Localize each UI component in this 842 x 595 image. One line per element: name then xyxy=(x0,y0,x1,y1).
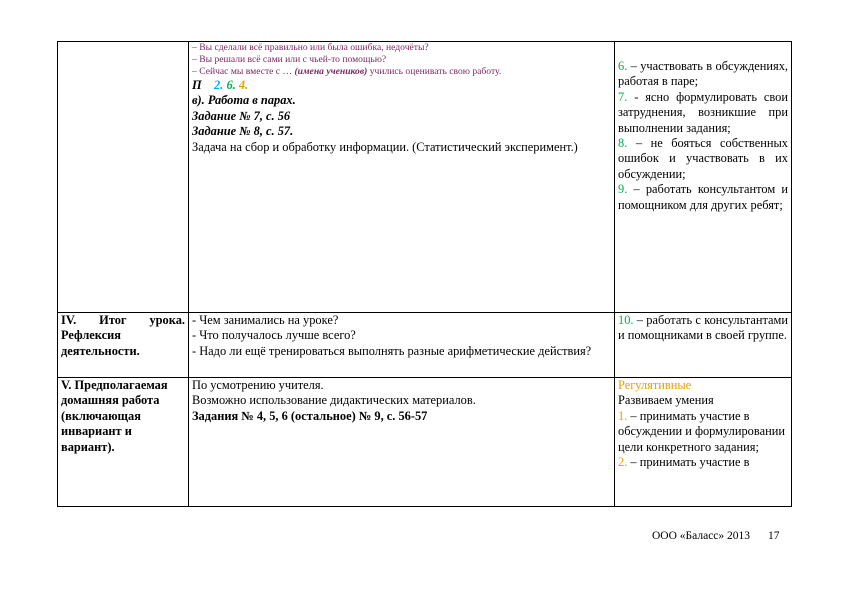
reflection-question: - Чем занимались на уроке? xyxy=(192,313,339,327)
question-line: – Вы решали всё сами или с чьей-то помощью? xyxy=(192,54,387,65)
skill-item: 9. – работать консультантом и помощником для других ребят; xyxy=(618,182,788,212)
page-number: 17 xyxy=(768,530,780,542)
stage-cell xyxy=(58,42,189,313)
publisher-text: ООО «Баласс» 2013 xyxy=(652,530,751,542)
content-cell xyxy=(189,378,615,507)
homework-line: По усмотрению учителя. xyxy=(192,378,324,392)
question-line: – Сейчас мы вместе с … (имена учеников) учились оценивать свою работу. xyxy=(192,66,502,77)
content-cell xyxy=(189,313,615,378)
skills-subheading: Развиваем умения xyxy=(618,393,714,408)
table-row xyxy=(58,42,792,313)
skill-item: 6. – участвовать в обсуждениях, работая в паре; xyxy=(618,59,788,89)
task-8: Задание № 8, с. 57. xyxy=(192,124,294,139)
task-7: Задание № 7, с. 56 xyxy=(192,108,291,123)
skills-cell xyxy=(615,42,792,313)
lesson-table xyxy=(57,41,792,507)
content-cell xyxy=(189,42,615,313)
question-line: – Вы сделали всё правильно или была ошибка, недочёты? xyxy=(192,42,429,53)
table-row xyxy=(58,313,792,378)
homework-tasks: Задания № 4, 5, 6 (остальное) № 9, с. 56-57 xyxy=(192,408,428,423)
task-description: Задача на сбор и обработку информации. (Статистический эксперимент.) xyxy=(192,139,578,154)
stage-cell: V. Предполагаемая домашняя работа (включающая инвариант и вариант). xyxy=(58,378,189,507)
skills-cell xyxy=(615,378,792,507)
skill-item: 2. – принимать участие в xyxy=(618,455,750,470)
page-footer xyxy=(652,530,780,542)
stage-cell: IV. Итог урока. Рефлексия деятельности. xyxy=(58,313,189,378)
uud-labels: П 2. 6. 4. xyxy=(192,78,249,92)
table-row xyxy=(58,378,792,507)
reflection-question: - Надо ли ещё тренироваться выполнять разные арифметические действия? xyxy=(192,343,592,358)
skills-cell: 10. – работать с консультантами и помощниками в своей группе. xyxy=(615,313,792,378)
regulative-heading: Регулятивные xyxy=(618,378,692,392)
work-pairs-heading: в). Работа в парах. xyxy=(192,93,296,108)
skill-item: 8. – не бояться собственных ошибок и участвовать в их обсуждении; xyxy=(618,136,788,181)
skill-item: 1. – принимать участие в обсуждении и формулировании цели конкретного задания; xyxy=(618,408,785,454)
homework-line: Возможно использование дидактических материалов. xyxy=(192,393,476,408)
reflection-question: - Что получалось лучше всего? xyxy=(192,328,356,343)
skill-item: 7. - ясно формулировать свои затруднения, возникшие при выполнении задания; xyxy=(618,89,788,135)
